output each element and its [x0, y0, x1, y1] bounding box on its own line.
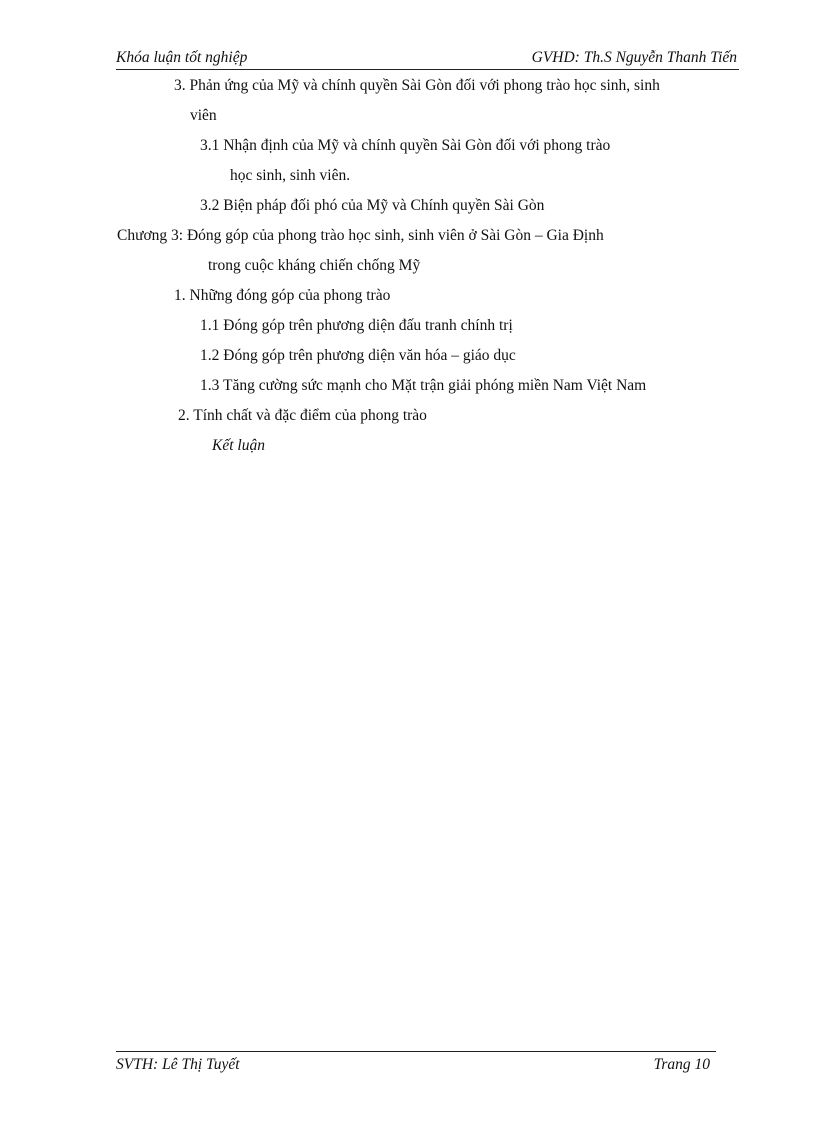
toc-section-3-1-continued: học sinh, sinh viên. — [230, 167, 351, 184]
toc-chapter-3: Chương 3: Đóng góp của phong trào học sinh, sinh viên ở Sài Gòn – Gia Định — [117, 227, 604, 244]
header-advisor: GVHD: Th.S Nguyễn Thanh Tiến — [531, 49, 737, 66]
toc-section-3-1: 3.1 Nhận định của Mỹ và chính quyền Sài Gòn đối với phong trào — [200, 137, 611, 154]
toc-section-1: 1. Những đóng góp của phong trào — [174, 287, 391, 304]
toc-section-1-2: 1.2 Đóng góp trên phương diện văn hóa – giáo dục — [200, 347, 516, 364]
toc-section-1-3: 1.3 Tăng cường sức mạnh cho Mặt trận giải phóng miền Nam Việt Nam — [200, 377, 647, 394]
footer-author: SVTH: Lê Thị Tuyết — [116, 1056, 240, 1073]
toc-section-1-1: 1.1 Đóng góp trên phương diện đấu tranh chính trị — [200, 317, 513, 334]
page-header — [116, 47, 739, 70]
toc-section-3-continued: viên — [190, 107, 217, 124]
toc-section-3: 3. Phản ứng của Mỹ và chính quyền Sài Gòn đối với phong trào học sinh, sinh — [174, 77, 660, 94]
toc-section-3-2: 3.2 Biện pháp đối phó của Mỹ và Chính quyền Sài Gòn — [200, 197, 545, 214]
page-footer — [116, 1051, 716, 1076]
toc-conclusion: Kết luận — [212, 437, 265, 454]
toc-chapter-3-continued: trong cuộc kháng chiến chống Mỹ — [208, 257, 421, 274]
header-thesis-title: Khóa luận tốt nghiệp — [116, 49, 248, 66]
toc-section-2: 2. Tính chất và đặc điểm của phong trào — [178, 407, 427, 424]
footer-page-number: Trang 10 — [653, 1056, 710, 1073]
